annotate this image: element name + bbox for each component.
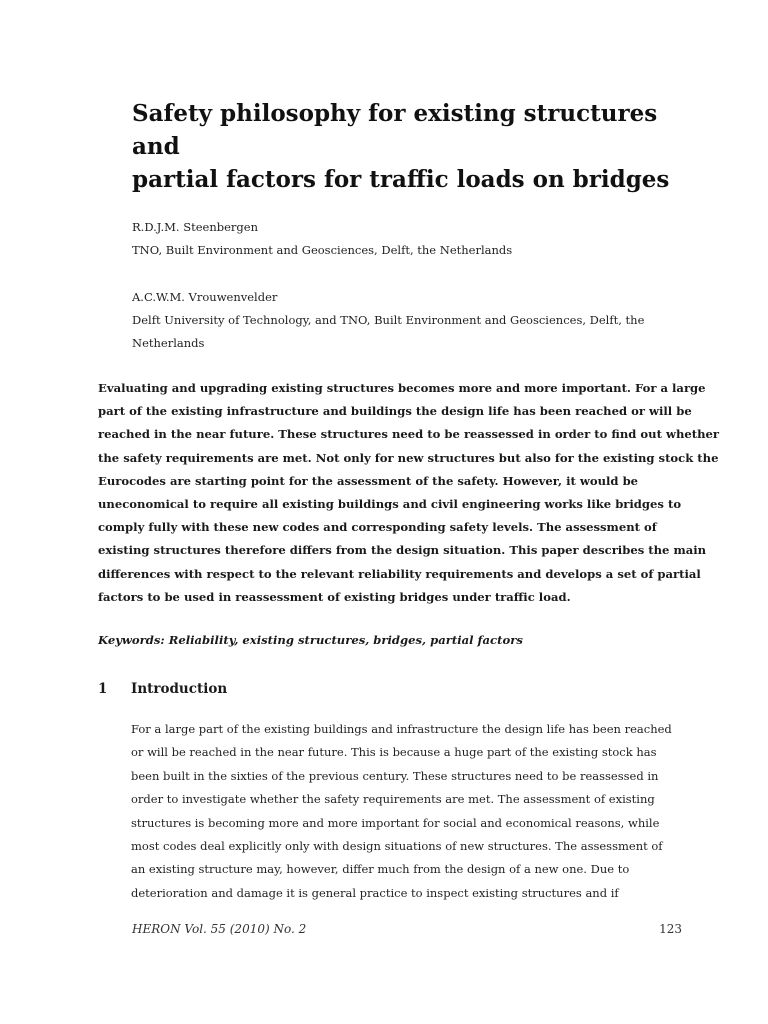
section-number: 1: [98, 681, 108, 697]
abstract-line: factors to be used in reassessment of existing bridges under traffic load.: [98, 589, 571, 604]
body-line: or will be reached in the near future. This is because a huge part of the existing stock has: [131, 745, 657, 760]
abstract-line: differences with respect to the relevant reliability requirements and develops a set of partial: [98, 566, 701, 581]
body-line: deterioration and damage it is general practice to inspect existing structures and if: [131, 885, 619, 900]
author-block: [132, 286, 644, 355]
author-affiliation: Netherlands: [132, 336, 205, 350]
title-line: and: [132, 133, 180, 160]
abstract-line: comply fully with these new codes and corresponding safety levels. The assessment of: [98, 520, 657, 535]
abstract-line: part of the existing infrastructure and buildings the design life has been reached or will be: [98, 404, 692, 419]
author-affiliation: TNO, Built Environment and Geosciences, Delft, the Netherlands: [132, 243, 513, 257]
title-line: partial factors for traffic loads on bridges: [132, 166, 670, 193]
body-line: been built in the sixties of the previous century. These structures need to be reassessed in: [131, 768, 659, 783]
author-name: A.C.W.M. Vrouwenvelder: [132, 290, 278, 304]
abstract-line: the safety requirements are met. Not only for new structures but also for the existing stock the: [98, 450, 719, 465]
abstract-line: reached in the near future. These structures need to be reassessed in order to find out whether: [98, 427, 720, 442]
author-block: [132, 216, 512, 262]
abstract-line: Eurocodes are starting point for the assessment of the safety. However, it would be: [98, 473, 639, 488]
body-line: order to investigate whether the safety requirements are met. The assessment of existing: [131, 792, 655, 807]
abstract-line: existing structures therefore differs from the design situation. This paper describes the main: [98, 543, 707, 558]
abstract-line: Evaluating and upgrading existing structures becomes more and more important. For a large: [98, 381, 706, 395]
title-line: Safety philosophy for existing structures: [132, 100, 658, 127]
body-line: most codes deal explicitly only with design situations of new structures. The assessment of: [131, 839, 663, 854]
section-body: [131, 718, 691, 905]
section-heading: [98, 677, 227, 701]
body-line: an existing structure may, however, differ much from the design of a new one. Due to: [131, 862, 630, 877]
body-line: structures is becoming more and more important for social and economical reasons, while: [131, 815, 660, 830]
page-number: 123: [659, 922, 682, 936]
body-line: For a large part of the existing buildings and infrastructure the design life has been reached: [131, 722, 672, 736]
abstract: [98, 377, 720, 609]
author-affiliation: Delft University of Technology, and TNO, Built Environment and Geosciences, Delft, the: [132, 313, 645, 327]
paper-title: [132, 97, 732, 196]
keywords: Keywords: Reliability, existing structures, bridges, partial factors: [98, 633, 523, 647]
journal-footer: HERON Vol. 55 (2010) No. 2: [132, 922, 307, 936]
section-title: Introduction: [131, 681, 228, 697]
author-name: R.D.J.M. Steenbergen: [132, 220, 258, 234]
abstract-line: uneconomical to require all existing buildings and civil engineering works like bridges to: [98, 497, 682, 512]
